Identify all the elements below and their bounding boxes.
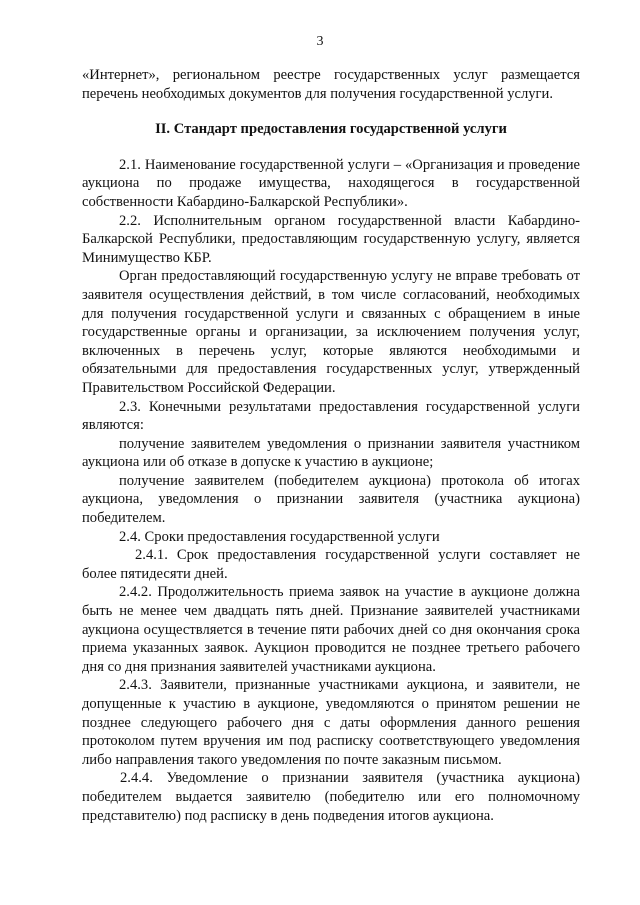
- paragraph-result-protocol: получение заявителем (победителем аукциона) протокола об итогах аукциона, уведомления о признании заявителя (участника аукциона) победителем.: [82, 472, 580, 527]
- paragraph-result-notification: получение заявителем уведомления о признании заявителя участником аукциона или об отказе в допуске к участию в аукционе;: [82, 435, 580, 471]
- section-title: II. Стандарт предоставления государственной услуги: [155, 121, 507, 138]
- paragraph-2-4-1: 2.4.1. Срок предоставления государственной услуги составляет не более пятидесяти дней.: [82, 547, 580, 582]
- paragraph-2-3: 2.3. Конечными результатами предоставления государственной услуги являются:: [82, 398, 580, 434]
- paragraph-authority-restriction: Орган предоставляющий государственную услугу не вправе требовать от заявителя осуществления действий, в том числе согласований, необходимых для получения государственной услуги и связанных с обращением в иные государственные органы и организации, за исключением получения услуг, включенных в перечень услуг, которые являются необходимыми и обязательными для предоставления государственных услуг, утвержденный Правительством Российской Федерации.: [82, 268, 580, 396]
- document-body: [82, 66, 580, 825]
- paragraph-internet-registry: «Интернет», региональном реестре государственных услуг размещается перечень необходимых документов для получения государственной услуги.: [82, 67, 580, 102]
- page-number: 3: [316, 34, 324, 49]
- paragraph-2-4-4: 2.4.4. Уведомление о признании заявителя (участника аукциона) победителем выдается заявителю (победителю или его полномочному представителю) под расписку в день подведения итогов аукциона.: [82, 770, 580, 824]
- paragraph-2-4-2: 2.4.2. Продолжительность приема заявок на участие в аукционе должна быть не менее чем двадцать пять дней. Признание заявителей участниками аукциона осуществляется в течение пяти рабочих дней со дня окончания срока приема указанных заявок. Аукцион проводится не позднее третьего рабочего дня со дня признания заявителей участниками аукциона.: [82, 584, 580, 675]
- paragraph-2-4: 2.4. Сроки предоставления государственной услуги: [119, 528, 440, 545]
- paragraph-2-1: 2.1. Наименование государственной услуги – «Организация и проведение аукциона по продаже имущества, находящегося в государственной собственности Кабардино-Балкарской Республики».: [82, 156, 580, 210]
- paragraph-2-2: 2.2. Исполнительным органом государственной власти Кабардино-Балкарской Республики, предоставляющим государственную услугу, является Минимущество КБР.: [82, 212, 580, 266]
- paragraph-2-4-3: 2.4.3. Заявители, признанные участниками аукциона, и заявители, не допущенные к участию в аукционе, уведомляются о принятом решении не позднее следующего рабочего дня с даты оформления данного решения протоколом путем вручения им под расписку соответствующего уведомления либо направления такого уведомления по почте заказным письмом.: [82, 677, 580, 768]
